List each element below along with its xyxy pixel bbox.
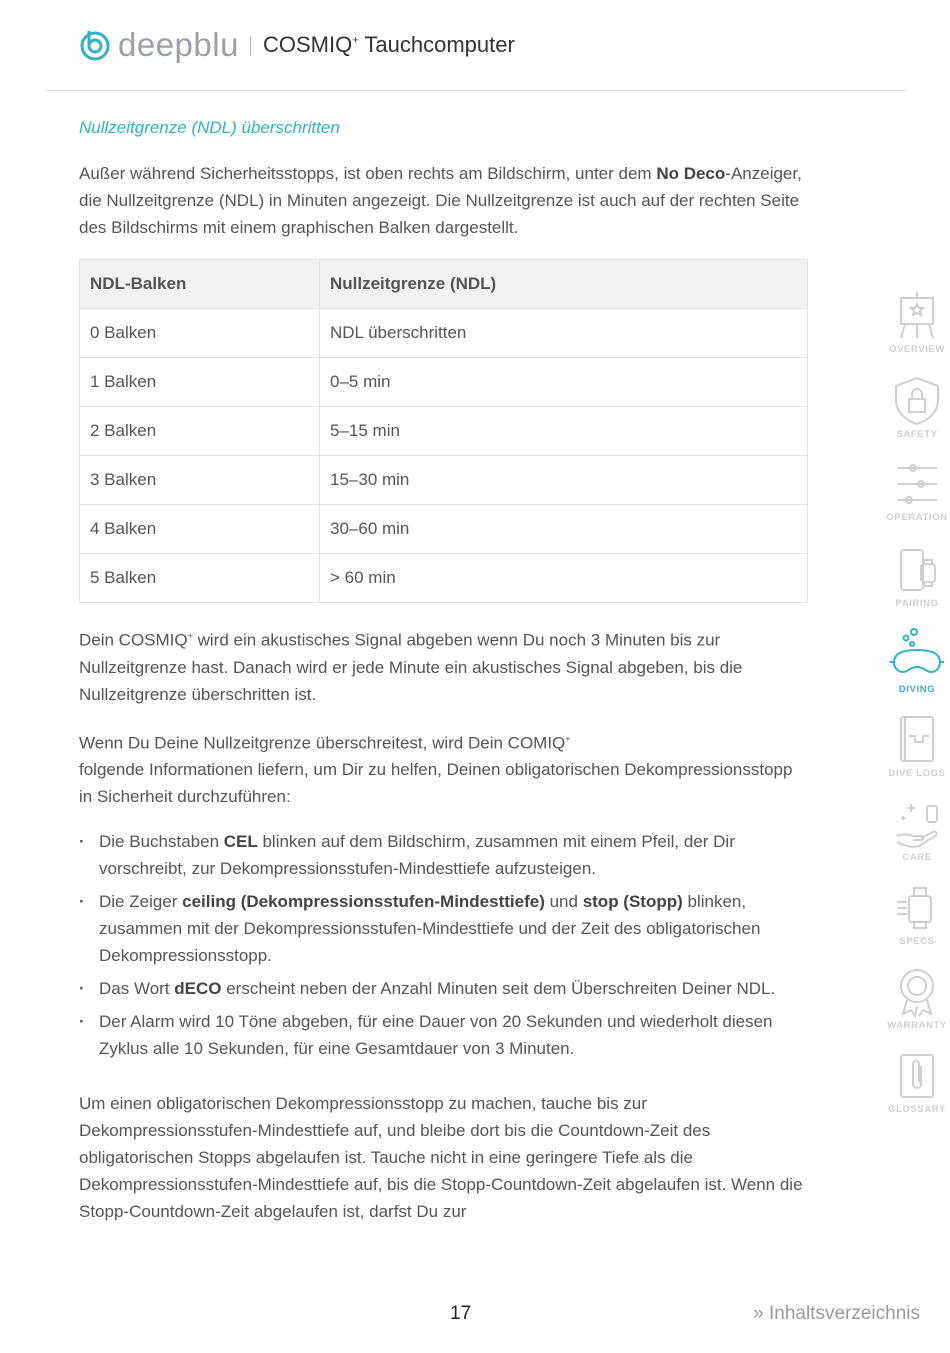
sidebar-label: DIVE LOGS	[888, 768, 946, 779]
sidebar-label: OVERVIEW	[889, 344, 945, 355]
dive-mask-icon	[890, 626, 944, 682]
sidebar-label: SAFETY	[896, 429, 938, 440]
table-row	[80, 407, 808, 456]
signal-text-1: Dein COSMIQ	[79, 630, 188, 650]
bullet-text: Das Wort	[99, 979, 175, 999]
sidebar-item-specs[interactable]	[884, 882, 950, 947]
sidebar-item-overview[interactable]	[884, 290, 950, 355]
table-cell: NDL überschritten	[320, 309, 808, 358]
column-header: NDL-Balken	[80, 260, 320, 309]
logbook-icon	[895, 714, 939, 766]
deepblu-logo-icon	[78, 28, 112, 62]
signal-sup: +	[187, 631, 193, 641]
sidebar-label: CARE	[902, 852, 932, 863]
exceed-paragraph	[79, 726, 809, 811]
list-item	[79, 888, 809, 969]
table-cell: 5 Balken	[80, 554, 320, 603]
table-cell: 1 Balken	[80, 358, 320, 407]
bullet-bold: CEL	[223, 832, 258, 852]
table-cell: > 60 min	[320, 554, 808, 603]
intro-paragraph	[79, 160, 809, 241]
bullet-bold: stop (Stopp)	[582, 892, 683, 912]
exceed-sup: +	[565, 733, 571, 744]
bullet-text: Die Zeiger	[99, 892, 183, 912]
bullet-bold: dECO	[174, 979, 222, 999]
list-item	[79, 1008, 809, 1062]
table-row	[80, 358, 808, 407]
paperclip-icon	[895, 1052, 939, 1102]
table-cell: 2 Balken	[80, 407, 320, 456]
product-name: COSMIQ	[263, 32, 353, 57]
bullet-text: Der Alarm wird 10 Töne abgeben, für eine Dauer von 20 Sekunden und wiederholt diesen Zyklus alle 10 Sekunden, für eine Gesamtdauer von 3 Minuten.	[99, 1012, 773, 1059]
table-cell: 30–60 min	[320, 505, 808, 554]
list-item	[79, 828, 809, 882]
warranty-seal-icon	[895, 966, 939, 1018]
table-cell: 0–5 min	[320, 358, 808, 407]
sidebar-label: WARRANTY	[887, 1020, 947, 1031]
signal-text-2: wird ein akustisches Signal abgeben wenn Du noch 3 Minuten bis zur Nullzeitgrenze hast. Danach wird er jede Minute ein akustisches Signal abgeben, bis die Nullzeitgrenze überschritten ist.	[79, 630, 743, 704]
signal-paragraph	[79, 623, 809, 708]
table-row	[80, 309, 808, 358]
sidebar-item-care[interactable]	[884, 798, 950, 863]
list-item	[79, 975, 809, 1002]
product-sup: +	[352, 34, 359, 47]
title-suffix: Tauchcomputer	[358, 32, 515, 57]
sidebar-label: DIVING	[898, 684, 936, 695]
bullet-bold: ceiling (Dekompressionsstufen-Mindesttiefe)	[182, 892, 545, 912]
sidebar-label: PAIRING	[895, 598, 939, 609]
sidebar-item-safety[interactable]	[884, 375, 950, 440]
decostop-paragraph: Um einen obligatorischen Dekompressionsstopp zu machen, tauche bis zur Dekompressionsstufen-Mindesttiefe auf, und bleibe dort bis die Countdown-Zeit des obligatorischen Stopps abgelaufen ist. Tauche nicht in eine geringere Tiefe als die Dekompressionsstufen-Mindesttiefe auf, bis die Stopp-Countdown-Zeit abgelaufen ist. Wenn die Stopp-Countdown-Zeit abgelaufen ist, darfst Du zur	[79, 1094, 803, 1222]
toc-link[interactable]: » Inhaltsverzeichnis	[753, 1303, 920, 1324]
sidebar-label: OPERATION	[886, 512, 948, 523]
bullet-text: blinken, zusammen mit der Dekompressionsstufen-Mindesttiefe und der Zeit des obligatorischen Dekompressionsstopp.	[99, 892, 761, 966]
column-header: Nullzeitgrenze (NDL)	[320, 260, 808, 309]
sidebar-item-diving[interactable]	[884, 626, 950, 695]
intro-text-2: -Anzeiger, die Nullzeitgrenze (NDL) in Minuten angezeigt. Die Nullzeitgrenze ist auch auf der rechten Seite des Bildschirms mit einem graphischen Balken dargestellt.	[79, 164, 802, 237]
bullet-text: blinken auf dem Bildschirm, zusammen mit einem Pfeil, der Dir vorschreibt, zur Dekompressionsstufen-Mindesttiefe aufzusteigen.	[99, 832, 735, 879]
bullet-text: und	[544, 892, 583, 912]
intro-bold: No Deco	[656, 164, 726, 183]
info-list	[79, 828, 809, 1062]
sidebar-label: SPECS	[899, 936, 935, 947]
header-separator	[250, 36, 251, 56]
sidebar-item-pairing[interactable]	[884, 546, 950, 609]
table-cell: 3 Balken	[80, 456, 320, 505]
main-content	[79, 118, 809, 1243]
table-cell: 15–30 min	[320, 456, 808, 505]
intro-text-1: Außer während Sicherheitsstopps, ist oben rechts am Bildschirm, unter dem	[79, 164, 657, 183]
deepblu-logo[interactable]	[78, 26, 239, 64]
sidebar-item-glossary[interactable]	[884, 1052, 950, 1115]
table-row	[80, 554, 808, 603]
easel-star-icon	[895, 290, 939, 342]
ndl-table	[79, 259, 808, 603]
table-cell: 5–15 min	[320, 407, 808, 456]
sidebar-item-dive-logs[interactable]	[884, 714, 950, 779]
table-row	[80, 456, 808, 505]
table-row	[80, 505, 808, 554]
sliders-icon	[891, 460, 943, 510]
shield-lock-icon	[891, 375, 943, 427]
phone-watch-icon	[891, 546, 943, 596]
sidebar-label: GLOSSARY	[888, 1104, 946, 1115]
exceed-text-2: folgende Informationen liefern, um Dir zu helfen, Deinen obligatorischen Dekompressionsstopp in Sicherheit durchzuführen:	[79, 760, 793, 807]
section-title: Nullzeitgrenze (NDL) überschritten	[79, 118, 340, 137]
sidebar-item-operation[interactable]	[884, 460, 950, 523]
specs-device-icon	[891, 882, 943, 934]
header-divider	[46, 90, 906, 91]
table-cell: 4 Balken	[80, 505, 320, 554]
table-cell: 0 Balken	[80, 309, 320, 358]
document-title	[263, 32, 515, 58]
bullet-text: Die Buchstaben	[99, 832, 224, 852]
page-number: 17	[450, 1303, 472, 1324]
sidebar-item-warranty[interactable]	[884, 966, 950, 1031]
page-header	[0, 0, 950, 92]
table-header-row	[80, 260, 808, 309]
exceed-text-1: Wenn Du Deine Nullzeitgrenze überschreitest, wird Dein COMIQ	[79, 733, 566, 753]
logo-text: deepblu	[118, 26, 239, 63]
bullet-text: erscheint neben der Anzahl Minuten seit dem Überschreiten Deiner NDL.	[221, 979, 776, 999]
care-hand-icon	[891, 798, 943, 850]
